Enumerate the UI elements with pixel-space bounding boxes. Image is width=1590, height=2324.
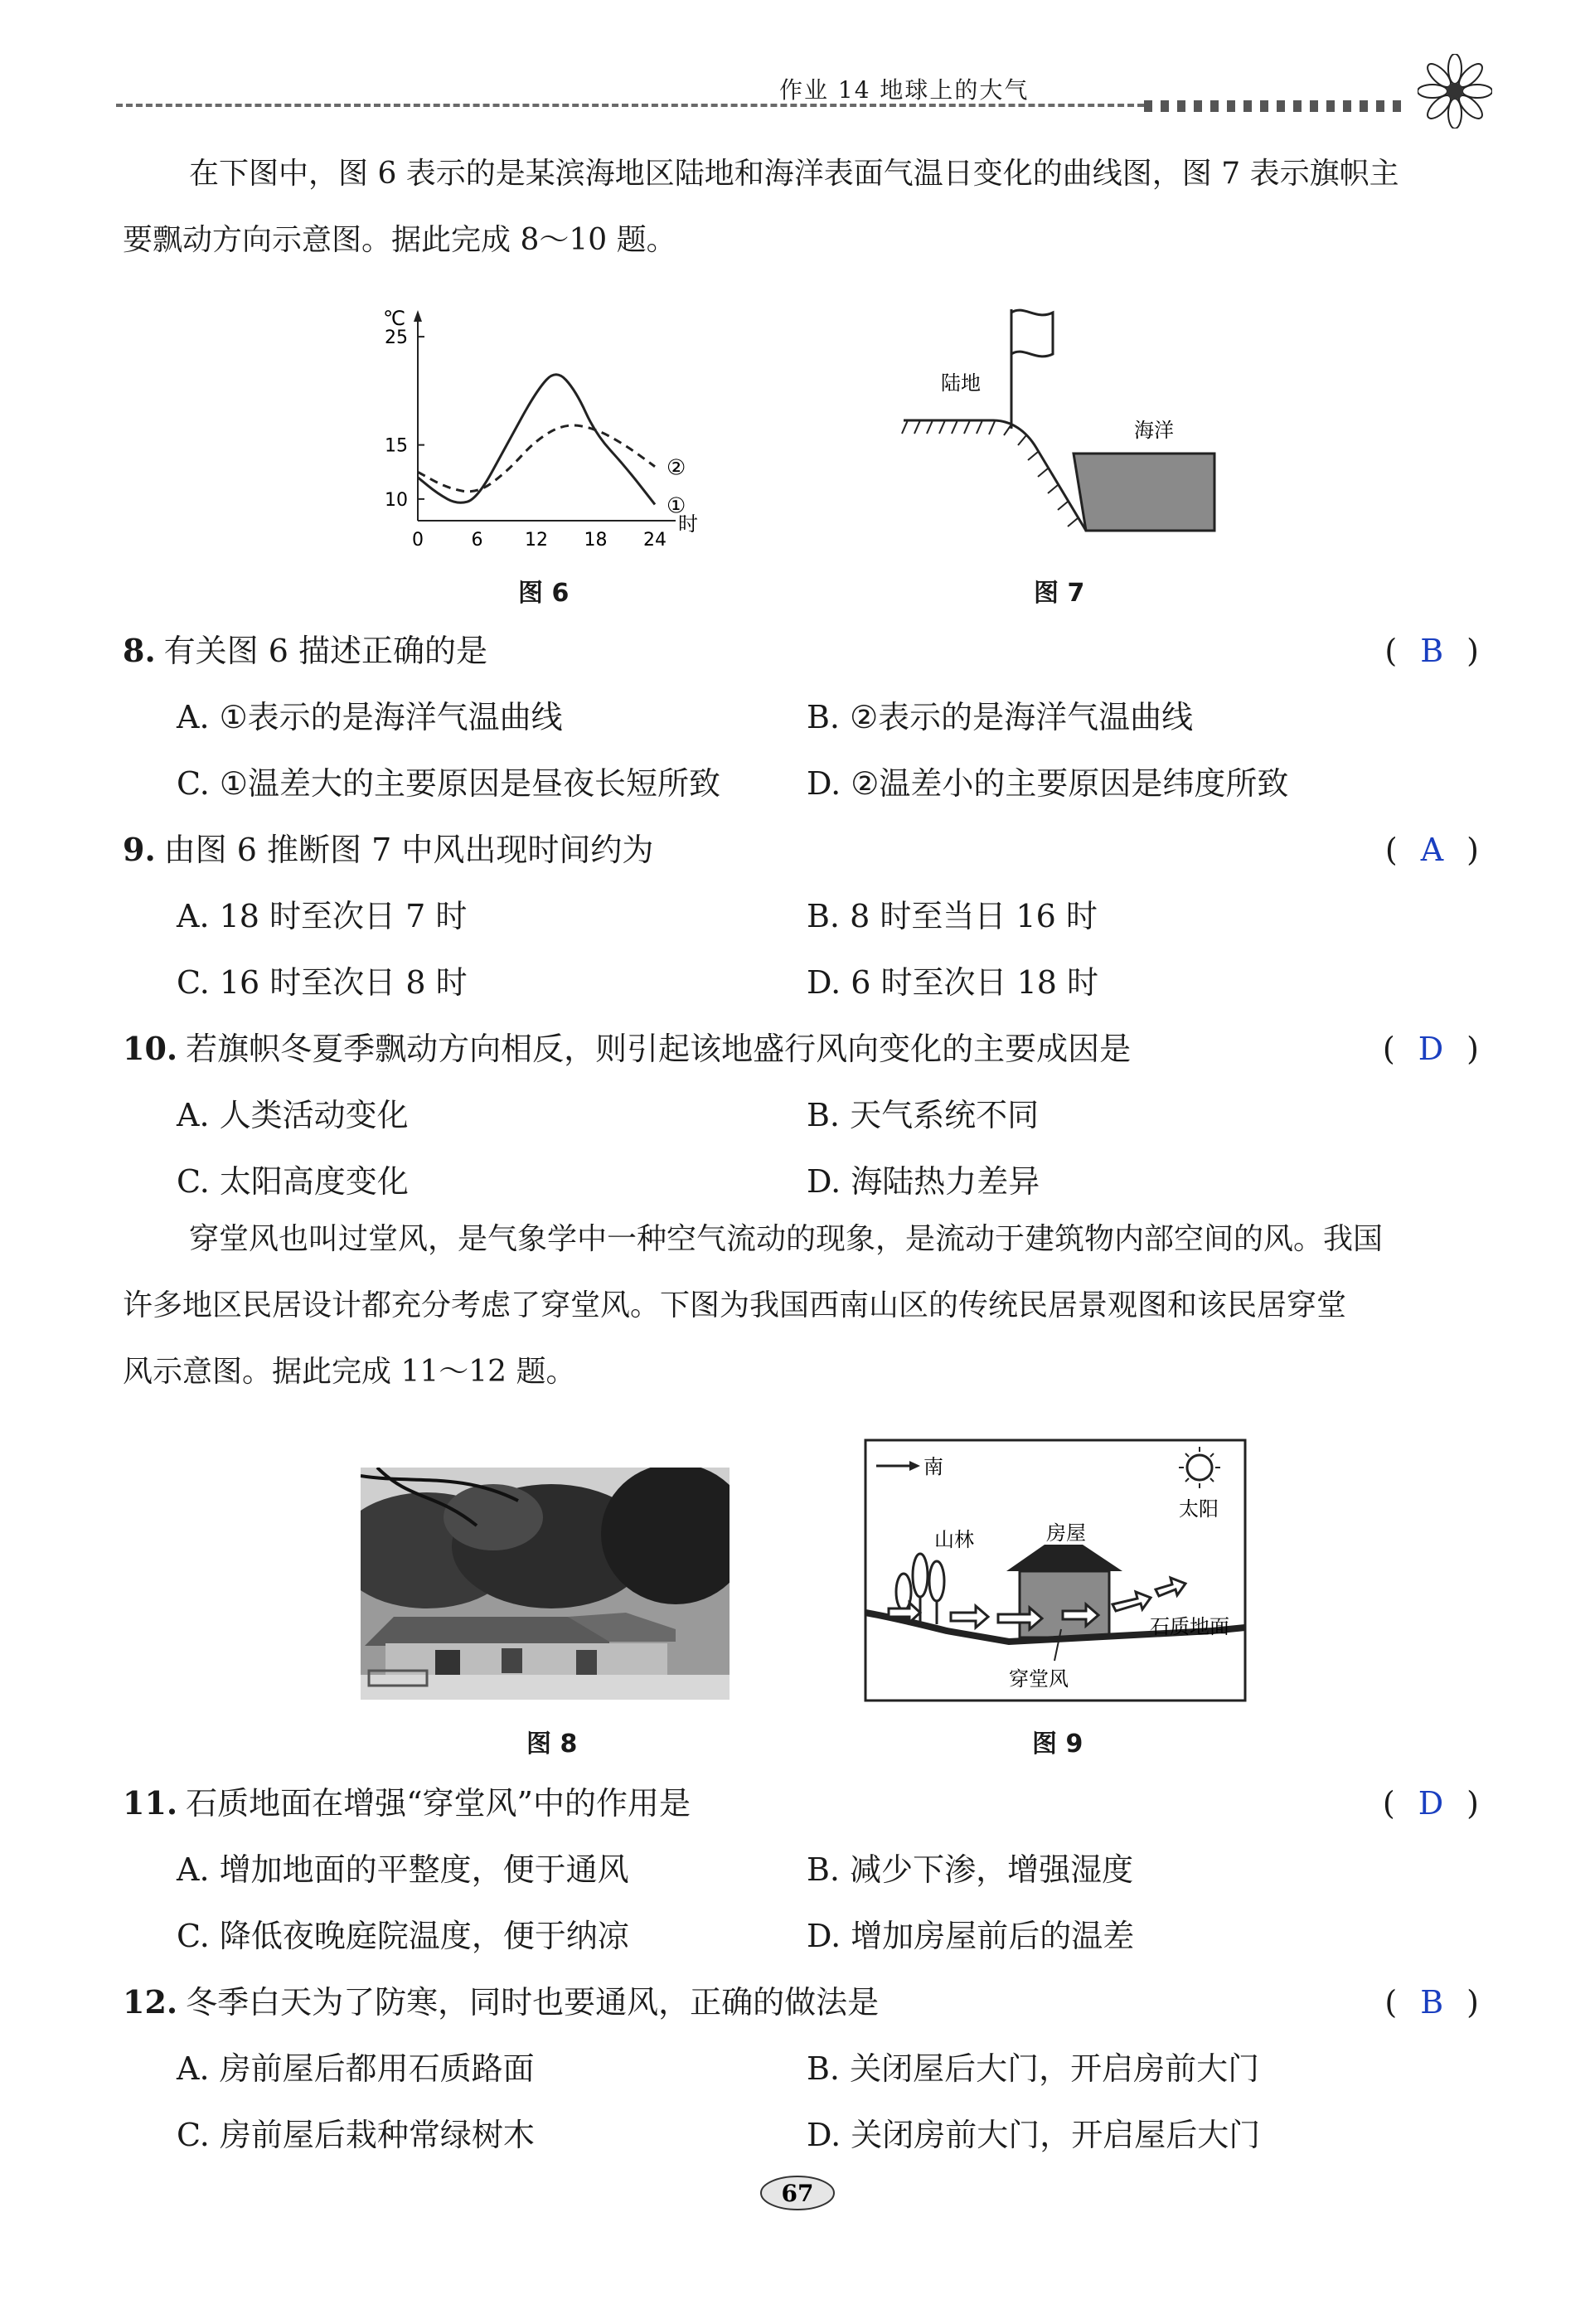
q12-option-c: C. 房前屋后栽种常绿树木 — [177, 2117, 535, 2153]
header-title: 作业 14 地球上的大气 — [779, 76, 1030, 104]
q9-option-b: B. 8 时至当日 16 时 — [807, 898, 1098, 934]
x-tick-label: 12 — [525, 530, 548, 547]
q9-answer: A — [1420, 832, 1447, 868]
house-photo-illustration — [361, 1468, 730, 1700]
q11-option-d: D. 增加房屋前后的温差 — [807, 1918, 1135, 1954]
q12-option-d: D. 关闭房前大门，开启屋后大门 — [807, 2117, 1261, 2153]
fig9-stone-label: 石质地面 — [1150, 1615, 1229, 1638]
page-number: 67 — [781, 2180, 814, 2207]
header-stripes — [1144, 100, 1409, 112]
x-tick-label: 0 — [412, 530, 424, 547]
q8-option-c: C. ①温差大的主要原因是昼夜长短所致 — [177, 765, 720, 802]
q8-stem: 有关图 6 描述正确的是 — [163, 633, 488, 669]
intro-paragraph-1 — [123, 141, 1482, 274]
q10-option-c: C. 太阳高度变化 — [177, 1163, 409, 1200]
q10-option-d: D. 海陆热力差异 — [807, 1163, 1040, 1200]
fig6-chart — [365, 307, 713, 547]
intro2-line2: 许多地区民居设计都充分考虑了穿堂风。下图为我国西南山区的传统民居景观图和该民居穿堂 — [123, 1288, 1347, 1322]
fig8-caption: 图 8 — [526, 1730, 578, 1759]
question-8 — [123, 618, 1482, 817]
intro2-line3: 风示意图。据此完成 11～12 题。 — [123, 1355, 576, 1389]
x-tick-label: 18 — [584, 530, 608, 547]
q12-answer-bracket: ( B ) — [1384, 1984, 1482, 2021]
q8-answer-bracket: ( B ) — [1384, 633, 1482, 669]
fig9-house-label: 房屋 — [1046, 1521, 1086, 1545]
series-line-2 — [418, 425, 655, 492]
fig9-forest-label: 山林 — [934, 1528, 974, 1551]
question-9 — [123, 817, 1482, 1016]
page-header — [116, 70, 1484, 120]
q8-option-d: D. ②温差小的主要原因是纬度所致 — [807, 765, 1289, 802]
series-label-2: ② — [667, 455, 686, 481]
q10-answer: D — [1418, 1031, 1447, 1067]
q9-answer-bracket: ( A ) — [1384, 832, 1482, 868]
q10-stem: 若旗帜冬夏季飘动方向相反，则引起该地盛行风向变化的主要成因是 — [186, 1031, 1132, 1067]
fig7-diagram — [887, 303, 1235, 543]
intro-paragraph-2 — [123, 1206, 1482, 1405]
fig9-south-label: 南 — [923, 1455, 943, 1478]
question-10 — [123, 1016, 1482, 1215]
fig7-sea-label: 海洋 — [1134, 419, 1174, 442]
q12-option-b: B. 关闭屋后大门，开启房前大门 — [807, 2050, 1260, 2087]
y-tick-label: 25 — [385, 327, 408, 349]
q12-answer: B — [1420, 1984, 1447, 2021]
q8-number: 8. — [123, 632, 156, 669]
fig7-land-label: 陆地 — [941, 371, 981, 395]
q11-option-b: B. 减少下渗，增强湿度 — [807, 1851, 1134, 1888]
q8-answer: B — [1420, 633, 1447, 669]
fig6-x-unit: 时 — [678, 512, 698, 536]
q9-option-a: A. 18 时至次日 7 时 — [177, 898, 468, 934]
q10-number: 10. — [123, 1030, 178, 1067]
q9-option-c: C. 16 时至次日 8 时 — [177, 964, 468, 1001]
x-tick-label: 24 — [643, 530, 667, 547]
fig8-photo — [361, 1468, 730, 1700]
series-label-1: ① — [667, 493, 686, 519]
fig9-caption: 图 9 — [1032, 1730, 1083, 1759]
q11-number: 11. — [123, 1784, 178, 1822]
fig6-unit: ℃ — [383, 307, 405, 330]
fig9-wind-label: 穿堂风 — [1009, 1667, 1069, 1691]
q10-option-a: A. 人类活动变化 — [177, 1097, 409, 1133]
y-tick-label: 15 — [385, 435, 408, 457]
q11-option-c: C. 降低夜晚庭院温度，便于纳凉 — [177, 1918, 629, 1954]
intro1-line2: 要飘动方向示意图。据此完成 8～10 题。 — [123, 223, 676, 257]
q9-number: 9. — [123, 831, 156, 868]
question-12 — [123, 1969, 1482, 2168]
page-number-badge — [756, 2172, 839, 2214]
q9-stem: 由图 6 推断图 7 中风出现时间约为 — [163, 832, 654, 868]
q11-answer-bracket: ( D ) — [1382, 1785, 1482, 1822]
fig9-sun-label: 太阳 — [1179, 1497, 1219, 1521]
q12-number: 12. — [123, 1983, 178, 2021]
x-tick-label: 6 — [471, 530, 483, 547]
fig7-caption: 图 7 — [1034, 579, 1085, 608]
q10-option-b: B. 天气系统不同 — [807, 1097, 1040, 1133]
q9-option-d: D. 6 时至次日 18 时 — [807, 964, 1099, 1001]
q11-option-a: A. 增加地面的平整度，便于通风 — [177, 1851, 629, 1888]
y-tick-label: 10 — [385, 489, 408, 511]
intro1-line1: 在下图中，图 6 表示的是某滨海地区陆地和海洋表面气温日变化的曲线图，图 7 表示旗帜主 — [189, 157, 1399, 191]
q12-stem: 冬季白天为了防寒，同时也要通风，正确的做法是 — [186, 1984, 880, 2021]
q8-option-a: A. ①表示的是海洋气温曲线 — [177, 699, 563, 735]
intro2-line1: 穿堂风也叫过堂风，是气象学中一种空气流动的现象，是流动于建筑物内部空间的风。我国 — [189, 1222, 1384, 1256]
q8-option-b: B. ②表示的是海洋气温曲线 — [807, 699, 1194, 735]
fig6-caption: 图 6 — [518, 579, 570, 608]
q12-option-a: A. 房前屋后都用石质路面 — [177, 2050, 535, 2087]
q11-answer: D — [1418, 1785, 1447, 1822]
flower-icon — [1418, 54, 1492, 129]
question-11 — [123, 1770, 1482, 1969]
q11-stem: 石质地面在增强“穿堂风”中的作用是 — [186, 1785, 691, 1822]
fig9-diagram — [864, 1439, 1247, 1702]
q10-answer-bracket: ( D ) — [1382, 1031, 1482, 1067]
series-line-1 — [418, 375, 655, 505]
